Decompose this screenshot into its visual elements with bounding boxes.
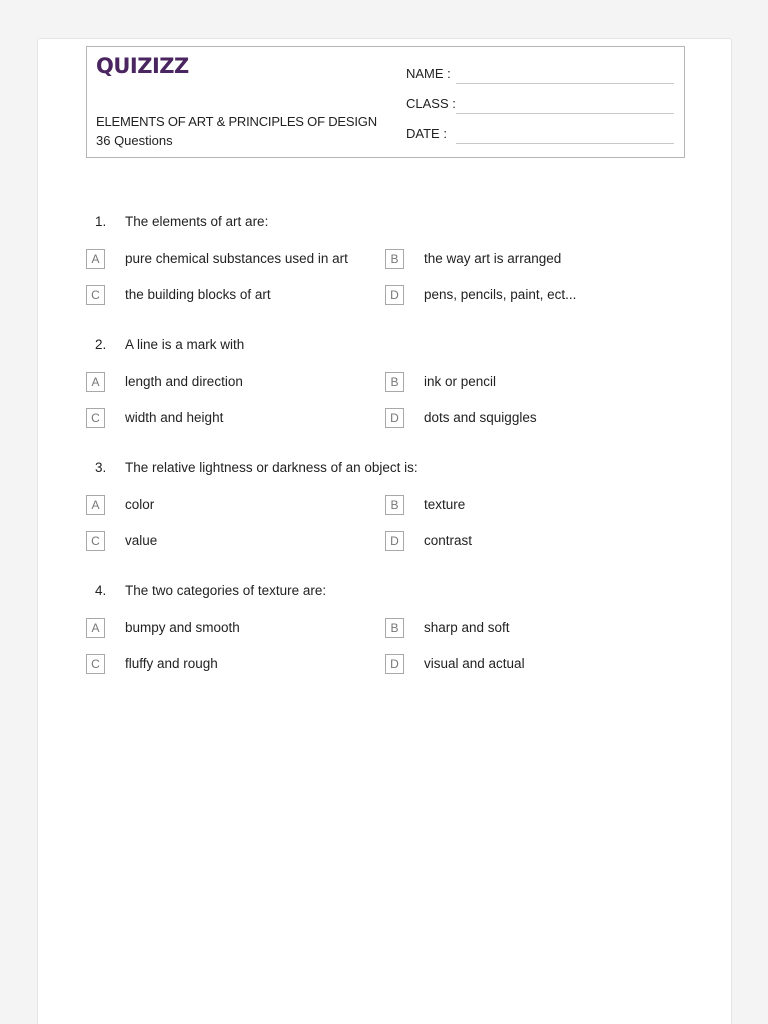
option-text: ink or pencil [424,374,497,389]
option-text: texture [424,497,466,512]
option-text: color [125,497,155,512]
option-letter-box[interactable]: A [86,249,105,269]
option-text: dots and squiggles [424,410,537,425]
answer-option-c[interactable] [86,531,376,553]
class-field[interactable] [406,94,674,114]
option-text: contrast [424,533,473,548]
question-text: The elements of art are: [125,214,269,229]
option-letter-box[interactable]: B [385,618,404,638]
question-number: 3. [95,460,107,475]
answer-option-b[interactable] [385,618,675,640]
option-letter-box[interactable]: C [86,654,105,674]
answer-option-d[interactable] [385,285,675,307]
date-field[interactable] [406,124,674,144]
option-letter-box[interactable]: D [385,654,404,674]
option-letter-box[interactable]: B [385,372,404,392]
option-text: width and height [125,410,224,425]
class-label: CLASS : [406,96,456,111]
class-line[interactable] [456,113,674,114]
answer-option-a[interactable] [86,249,376,271]
answer-option-a[interactable] [86,372,376,394]
option-letter-box[interactable]: B [385,495,404,515]
answer-option-a[interactable] [86,495,376,517]
question-text: The relative lightness or darkness of an object is: [125,460,418,475]
name-line[interactable] [456,83,674,84]
option-letter-box[interactable]: A [86,618,105,638]
question-text: The two categories of texture are: [125,583,327,598]
answer-option-b[interactable] [385,495,675,517]
answer-option-b[interactable] [385,372,675,394]
option-text: the building blocks of art [125,287,271,302]
answer-option-d[interactable] [385,531,675,553]
worksheet-header [86,46,685,158]
date-line[interactable] [456,143,674,144]
option-letter-box[interactable]: D [385,531,404,551]
option-text: sharp and soft [424,620,510,635]
option-text: pure chemical substances used in art [125,251,348,266]
question-number: 4. [95,583,107,598]
option-text: bumpy and smooth [125,620,240,635]
option-text: visual and actual [424,656,525,671]
option-letter-box[interactable]: D [385,285,404,305]
option-letter-box[interactable]: A [86,495,105,515]
option-letter-box[interactable]: C [86,285,105,305]
question-number: 1. [95,214,107,229]
question-text: A line is a mark with [125,337,245,352]
answer-option-c[interactable] [86,654,376,676]
option-text: value [125,533,158,548]
question-count: 36 Questions [96,133,173,148]
option-letter-box[interactable]: D [385,408,404,428]
option-letter-box[interactable]: C [86,531,105,551]
name-label: NAME : [406,66,451,81]
answer-option-c[interactable] [86,408,376,430]
quizizz-logo: QUIZIZZ [96,54,189,78]
option-letter-box[interactable]: B [385,249,404,269]
name-field[interactable] [406,64,674,84]
answer-option-d[interactable] [385,654,675,676]
option-letter-box[interactable]: C [86,408,105,428]
answer-option-d[interactable] [385,408,675,430]
question-number: 2. [95,337,107,352]
option-letter-box[interactable]: A [86,372,105,392]
worksheet-page [37,38,732,1024]
answer-option-b[interactable] [385,249,675,271]
answer-option-a[interactable] [86,618,376,640]
option-text: pens, pencils, paint, ect... [424,287,577,302]
answer-option-c[interactable] [86,285,376,307]
option-text: fluffy and rough [125,656,218,671]
option-text: length and direction [125,374,243,389]
worksheet-title: ELEMENTS OF ART & PRINCIPLES OF DESIGN [96,114,377,129]
option-text: the way art is arranged [424,251,562,266]
date-label: DATE : [406,126,447,141]
